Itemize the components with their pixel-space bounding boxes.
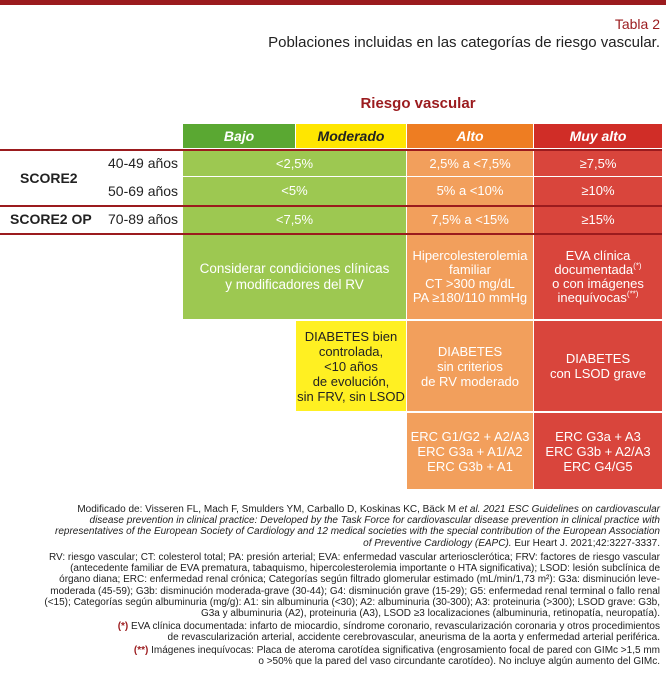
text-line: con LSOD grave bbox=[549, 366, 647, 381]
row-label-score2: SCORE2 bbox=[20, 170, 78, 186]
text-fragment: representatives of the European Society of Cardiology and 12 medical societies with the special contribution of the European Association bbox=[55, 526, 660, 538]
text-fragment: of Preventive Cardiology (EAPC). bbox=[363, 537, 512, 549]
cell-diabetes-controlled bbox=[296, 321, 406, 411]
cell-high-row1: 2,5% a <7,5% bbox=[407, 151, 533, 176]
cell-erc-high bbox=[407, 413, 533, 489]
text-line bbox=[558, 291, 639, 305]
text-fragment: Imágenes inequívocas: Placa de ateroma carotídea significativa (engrosamiento focal de pared con GIMc >1,5 mm bbox=[148, 645, 660, 656]
cell-low-moderate-row1: <2,5% bbox=[183, 151, 406, 176]
text-line: EVA clínica bbox=[565, 248, 631, 263]
cell-high-row3: 7,5% a <15% bbox=[407, 207, 533, 233]
age-label-50-69: 50-69 años bbox=[108, 183, 179, 199]
footnote-eva bbox=[6, 621, 660, 643]
text-line: órgano diana; ERC: enfermedad renal crónica; Categorías según filtrado glomerular estimado (mL/min/1,73 m²): G3a: disminución leve- bbox=[59, 574, 660, 586]
text-line: (<15); Categorías según albuminuria (mg/g): A1: sin albuminuria (<30); A2: albuminuria (30-300); A3: proteinuria (>300); LSOD grave: G3b, bbox=[44, 596, 660, 608]
text-line bbox=[6, 515, 660, 526]
cell-low-moderate-row3: <7,5% bbox=[183, 207, 406, 233]
column-header-very-high: Muy alto bbox=[534, 124, 662, 148]
text-line: DIABETES bbox=[565, 351, 631, 366]
cell-very-high-row3: ≥15% bbox=[534, 207, 662, 233]
text-line bbox=[6, 504, 660, 515]
age-label-40-49: 40-49 años bbox=[108, 155, 179, 171]
text-line: ERC G1/G2 + A2/A3 bbox=[410, 428, 530, 444]
text-line: PA ≥180/110 mmHg bbox=[412, 290, 528, 305]
footnote-mark-1: (*) bbox=[117, 621, 129, 632]
text-line bbox=[6, 645, 660, 656]
text-line: o con imágenes bbox=[552, 276, 644, 291]
table-number: Tabla 2 bbox=[614, 16, 660, 32]
text-fragment: inequívocas bbox=[557, 290, 627, 305]
text-line: de evolución, bbox=[312, 373, 390, 389]
text-line: CT >300 mg/dL bbox=[425, 276, 515, 291]
reference-note bbox=[6, 504, 660, 549]
cell-very-high-row1: ≥7,5% bbox=[534, 151, 662, 176]
text-line: de revascularización arterial, accidente cerebrovascular, aneurisma de la aorta y enfermedad arterial periférica. bbox=[167, 632, 660, 644]
footnote-images bbox=[6, 645, 660, 667]
text-line: sin criterios bbox=[437, 358, 503, 374]
text-line: ERC G3b + A1 bbox=[427, 458, 513, 474]
text-line: DIABETES bien bbox=[304, 328, 398, 344]
text-line: Considerar condiciones clínicas bbox=[199, 261, 390, 276]
cell-diabetes-very-high bbox=[534, 321, 662, 411]
text-line: y modificadores del RV bbox=[225, 277, 364, 292]
text-line bbox=[6, 538, 660, 549]
text-line: G3a y albuminuria (A2), proteinuria (A3), LSOD ≥3 localizaciones (albuminuria, retinopatía, neuropatía). bbox=[200, 608, 660, 620]
text-line: (antecedente familiar de EVA prematura, tabaquismo, hipercolesterolemia importante o HTA significativa); LSOD: lesión subclínica de bbox=[70, 563, 660, 575]
row-label-score2op: SCORE2 OP bbox=[10, 211, 92, 227]
text-line: RV: riesgo vascular; CT: colesterol total; PA: presión arterial; EVA: enfermedad vascular arteriosclerótica; FRV: factores de riesgo vascular bbox=[48, 552, 660, 563]
text-line: de RV moderado bbox=[420, 373, 520, 389]
cell-clinical-eva bbox=[534, 235, 662, 319]
footnote-mark-2: (**) bbox=[626, 289, 639, 299]
text-line bbox=[6, 621, 660, 632]
footnote-mark-1: (*) bbox=[633, 261, 642, 271]
column-header-low: Bajo bbox=[183, 124, 295, 148]
text-line bbox=[554, 263, 641, 277]
text-line: Hipercolesterolemia bbox=[412, 248, 528, 263]
text-line: o >50% que la pared del vaso circundante carotídeo). No incluye algún aumento del GIMc. bbox=[258, 656, 660, 668]
text-line: familiar bbox=[449, 262, 491, 277]
column-header-moderate: Moderado bbox=[296, 124, 406, 148]
text-line: <10 años bbox=[324, 358, 378, 374]
text-fragment: documentada bbox=[554, 262, 634, 277]
text-fragment: EVA clínica documentada: infarto de miocardio, síndrome coronario, revascularización coronaria y otros procedimientos bbox=[128, 621, 660, 632]
text-line: ERC G3b + A2/A3 bbox=[545, 443, 651, 459]
top-accent-bar bbox=[0, 0, 666, 5]
cell-high-row2: 5% a <10% bbox=[407, 177, 533, 205]
table-title: Poblaciones incluidas en las categorías de riesgo vascular. bbox=[268, 34, 660, 51]
risk-header: Riesgo vascular bbox=[360, 95, 476, 112]
cell-very-high-row2: ≥10% bbox=[534, 177, 662, 205]
age-label-70-89: 70-89 años bbox=[108, 211, 179, 227]
text-line: ERC G3a + A3 bbox=[555, 428, 641, 444]
text-line: ERC G4/G5 bbox=[563, 458, 633, 474]
cell-erc-very-high bbox=[534, 413, 662, 489]
text-fragment: Modificado de: Visseren FL, Mach F, Smulders YM, Carballo D, Koskinas KC, Bäck M bbox=[77, 504, 459, 515]
text-line: sin FRV, sin LSOD bbox=[297, 388, 405, 404]
footnote-mark-2: (**) bbox=[133, 645, 149, 656]
cell-clinical-conditions bbox=[183, 235, 406, 319]
abbreviations-note bbox=[6, 552, 660, 619]
text-line: DIABETES bbox=[437, 343, 503, 359]
cell-familial-hypercholesterolemia bbox=[407, 235, 533, 319]
cell-low-moderate-row2: <5% bbox=[183, 177, 406, 205]
cell-diabetes-high bbox=[407, 321, 533, 411]
text-line: moderada (45-59); G3b: disminución moderada-grave (30-44); G4: disminución grave (15-29); G5: enfermedad renal terminal o fallo renal bbox=[50, 585, 660, 597]
text-line: controlada, bbox=[318, 343, 384, 359]
column-header-high: Alto bbox=[407, 124, 533, 148]
text-line bbox=[6, 526, 660, 537]
text-fragment: Eur Heart J. 2021;42:3227-3337. bbox=[511, 537, 660, 549]
text-fragment: disease prevention in clinical practice: Developed by the Task Force for cardiovascular disease prevention in clinical practice with bbox=[89, 515, 660, 527]
text-fragment: et al. 2021 ESC Guidelines on cardiovascular bbox=[458, 504, 660, 515]
text-line: ERC G3a + A1/A2 bbox=[417, 443, 523, 459]
